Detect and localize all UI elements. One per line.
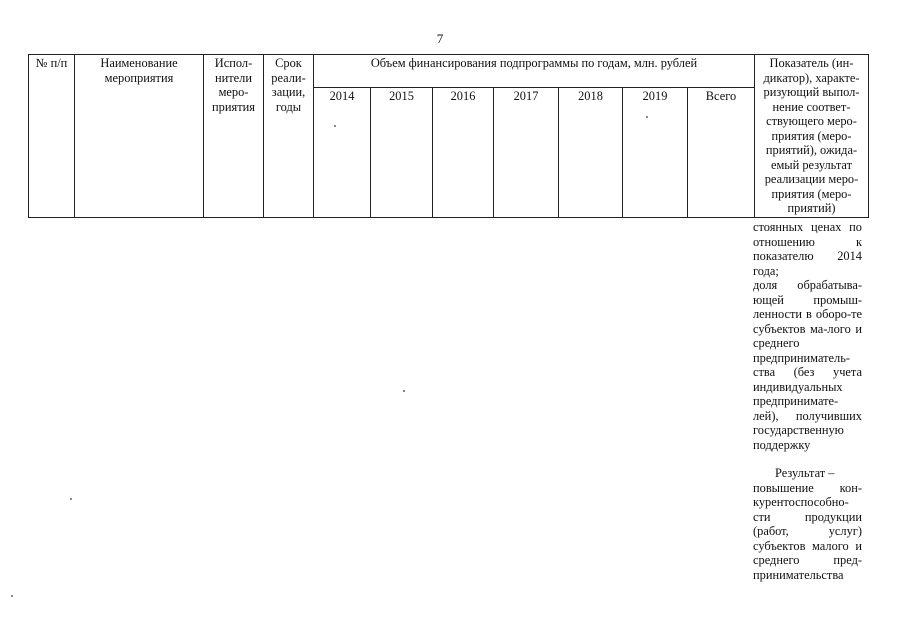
page-number: 7 — [436, 31, 444, 46]
header-year: 2018 — [559, 87, 623, 217]
header-year: 2017 — [494, 87, 559, 217]
header-year-total: Всего — [688, 87, 755, 217]
header-executors: Испол-нители меро-приятия — [204, 55, 264, 218]
header-num: № п/п — [29, 55, 75, 218]
header-year: 2014 — [314, 87, 371, 217]
header-term: Срок реали-зации, годы — [264, 55, 314, 218]
scan-speck — [334, 125, 336, 127]
header-year: 2019 — [623, 87, 688, 217]
header-year: 2016 — [433, 87, 494, 217]
result-heading: Результат – — [775, 466, 835, 480]
header-funding: Объем финансирования подпрограммы по годам, млн. рублей — [314, 55, 755, 88]
indicator-paragraph: стоянных ценах по отношению к показателю 2014 года; — [753, 220, 862, 278]
scan-speck — [646, 116, 648, 118]
result-block — [753, 466, 862, 582]
header-year: 2015 — [371, 87, 433, 217]
indicator-paragraph: доля обрабатыва-ющей промыш-ленности в оборо-те субъектов ма-лого и среднего предприниматель-ства (без учета индивидуальных предпринимате-лей), получивших государственную поддержку — [753, 278, 862, 452]
scan-speck — [11, 595, 13, 597]
indicator-continuation — [753, 220, 862, 452]
subprogram-table — [28, 54, 869, 218]
header-indicator: Показатель (ин-дикатор), характе-ризующий выпол-нение соответ-ствующего меро-приятия (меро-приятий), ожида-емый результат реализации меро-приятия (меро-приятий) — [755, 55, 869, 218]
table-header-row — [29, 55, 869, 88]
scan-speck — [403, 390, 405, 392]
result-text: повышение кон-курентоспособно-сти продукции (работ, услуг) субъектов малого и среднего пред-принимательства — [753, 480, 862, 582]
scan-speck — [70, 498, 72, 500]
header-name: Наименование мероприятия — [75, 55, 204, 218]
